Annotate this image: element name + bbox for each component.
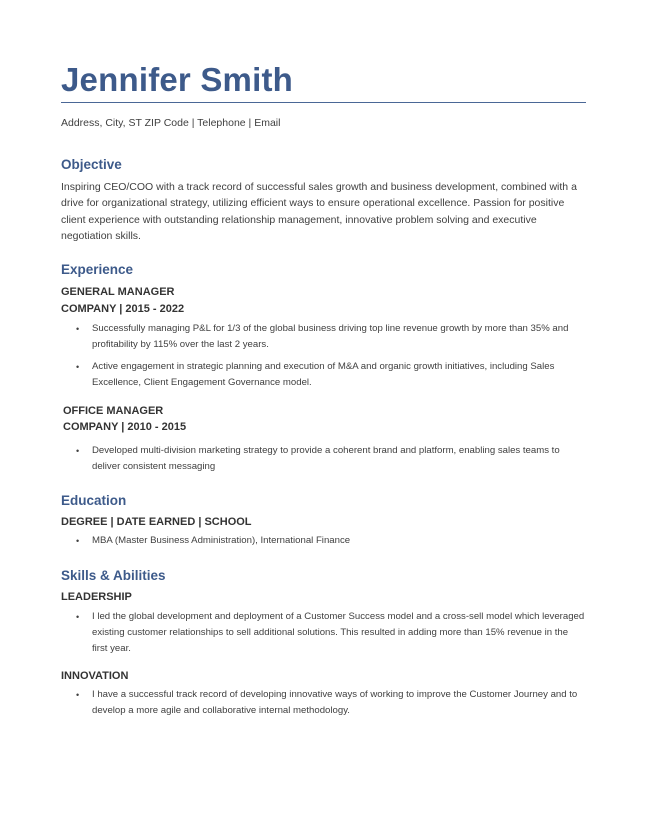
job-bullets-general-manager (61, 321, 586, 397)
bullet-text: MBA (Master Business Administration), International Finance (92, 535, 351, 546)
bullet-glyph: • (76, 362, 80, 372)
bullet-text: Developed multi-division marketing strategy to provide a coherent brand and platform, enabling sales teams to deliver consistent messaging (92, 445, 560, 472)
skill-bullets-innovation (61, 687, 586, 725)
experience-heading: Experience (61, 262, 134, 277)
bullet-text: I led the global development and deployment of a Customer Success model and a cross-sell model which leveraged existing customer relationships to sell additional solutions. This resulted in adding more than 15% revenue in the first year. (92, 611, 585, 654)
skill-bullets-leadership (61, 609, 586, 663)
bullet-text: Active engagement in strategic planning and execution of M&A and organic growth initiatives, including Sales Excellence, Client Engagement Governance model. (92, 361, 555, 388)
job-company-general-manager: COMPANY | 2015 - 2022 (61, 303, 185, 315)
list-item (61, 687, 586, 719)
bullet-glyph: • (76, 536, 80, 546)
list-item (61, 533, 586, 549)
list-item (61, 359, 586, 391)
objective-text: Inspiring CEO/COO with a track record of successful sales growth and business development, combined with a drive for organizational strategy, utilizing efficient ways to ensure operational excellence. Passion for positive client experience with outstanding relationship management, innovative problem solving and executive negotiation skills. (61, 181, 577, 242)
contact-line: Address, City, ST ZIP Code | Telephone | Email (61, 117, 281, 129)
list-item (61, 321, 586, 353)
job-role-general-manager: GENERAL MANAGER (61, 286, 175, 298)
list-item (61, 609, 586, 657)
job-bullets-office-manager (61, 443, 586, 481)
skills-heading: Skills & Abilities (61, 568, 166, 583)
objective-heading: Objective (61, 157, 122, 172)
name-divider (61, 102, 586, 103)
resume-name: Jennifer Smith (61, 61, 294, 98)
bullet-glyph: • (76, 324, 80, 334)
job-company-office-manager: COMPANY | 2010 - 2015 (63, 421, 187, 433)
bullet-glyph: • (76, 446, 80, 456)
bullet-text: Successfully managing P&L for 1/3 of the global business driving top line revenue growth by more than 35% and profitability by 115% over the last 2 years. (92, 323, 569, 350)
education-bullets (61, 533, 586, 555)
bullet-text: I have a successful track record of developing innovative ways of working to improve the Customer Journey and to develop a more agile and collaborative internal methodology. (92, 689, 578, 716)
skill-heading-innovation: INNOVATION (61, 670, 129, 682)
education-degree-line: DEGREE | DATE EARNED | SCHOOL (61, 516, 252, 528)
job-role-office-manager: OFFICE MANAGER (63, 405, 164, 417)
list-item (61, 443, 586, 475)
bullet-glyph: • (76, 612, 80, 622)
education-heading: Education (61, 493, 127, 508)
bullet-glyph: • (76, 690, 80, 700)
skill-heading-leadership: LEADERSHIP (61, 591, 132, 603)
